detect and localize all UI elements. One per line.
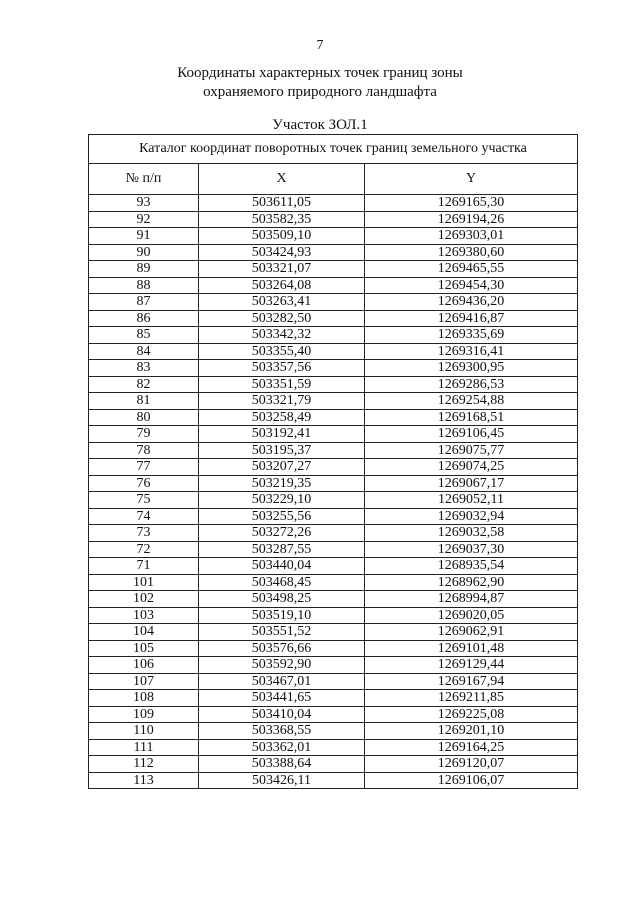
- point-number-cell: 72: [89, 541, 199, 558]
- y-coordinate-cell: 1268962,90: [365, 574, 578, 591]
- page-number: 7: [316, 38, 324, 53]
- point-number-cell: 111: [89, 739, 199, 756]
- point-number-cell: 79: [89, 426, 199, 443]
- table-row: [89, 343, 578, 360]
- x-coordinate-cell: 503342,32: [199, 327, 365, 344]
- table-row: [89, 673, 578, 690]
- y-coordinate-cell: 1269211,85: [365, 690, 578, 707]
- x-coordinate-cell: 503263,41: [199, 294, 365, 311]
- table-row: [89, 426, 578, 443]
- x-coordinate-cell: 503410,04: [199, 706, 365, 723]
- point-number-cell: 73: [89, 525, 199, 542]
- y-coordinate-cell: 1269316,41: [365, 343, 578, 360]
- x-coordinate-cell: 503207,27: [199, 459, 365, 476]
- table-row: [89, 657, 578, 674]
- y-coordinate-cell: 1269106,07: [365, 772, 578, 789]
- x-coordinate-cell: 503321,79: [199, 393, 365, 410]
- x-coordinate-cell: 503272,26: [199, 525, 365, 542]
- y-coordinate-cell: 1269106,45: [365, 426, 578, 443]
- x-coordinate-cell: 503467,01: [199, 673, 365, 690]
- y-coordinate-cell: 1269129,44: [365, 657, 578, 674]
- table-row: [89, 607, 578, 624]
- table-body: [89, 195, 578, 789]
- point-number-cell: 75: [89, 492, 199, 509]
- y-coordinate-cell: 1269168,51: [365, 409, 578, 426]
- table-row: [89, 475, 578, 492]
- y-coordinate-cell: 1269303,01: [365, 228, 578, 245]
- table-row: [89, 591, 578, 608]
- x-coordinate-cell: 503440,04: [199, 558, 365, 575]
- y-coordinate-cell: 1269167,94: [365, 673, 578, 690]
- x-coordinate-cell: 503351,59: [199, 376, 365, 393]
- table-row: [89, 211, 578, 228]
- point-number-cell: 86: [89, 310, 199, 327]
- table-row: [89, 195, 578, 212]
- y-coordinate-cell: 1269225,08: [365, 706, 578, 723]
- point-number-cell: 89: [89, 261, 199, 278]
- column-header-y: Y: [365, 164, 578, 195]
- table-row: [89, 228, 578, 245]
- column-header-x: X: [199, 164, 365, 195]
- point-number-cell: 78: [89, 442, 199, 459]
- x-coordinate-cell: 503229,10: [199, 492, 365, 509]
- section-title: Участок ЗОЛ.1: [272, 117, 368, 133]
- x-coordinate-cell: 503388,64: [199, 756, 365, 773]
- table-row: [89, 756, 578, 773]
- point-number-cell: 103: [89, 607, 199, 624]
- point-number-cell: 93: [89, 195, 199, 212]
- point-number-cell: 102: [89, 591, 199, 608]
- point-number-cell: 88: [89, 277, 199, 294]
- table-row: [89, 393, 578, 410]
- table-header-row: [89, 164, 578, 195]
- y-coordinate-cell: 1269020,05: [365, 607, 578, 624]
- point-number-cell: 77: [89, 459, 199, 476]
- x-coordinate-cell: 503287,55: [199, 541, 365, 558]
- point-number-cell: 108: [89, 690, 199, 707]
- table-row: [89, 244, 578, 261]
- x-coordinate-cell: 503357,56: [199, 360, 365, 377]
- x-coordinate-cell: 503551,52: [199, 624, 365, 641]
- x-coordinate-cell: 503192,41: [199, 426, 365, 443]
- table-row: [89, 327, 578, 344]
- table-row: [89, 261, 578, 278]
- table-row: [89, 310, 578, 327]
- document-title: [0, 64, 640, 102]
- x-coordinate-cell: 503426,11: [199, 772, 365, 789]
- table-row: [89, 360, 578, 377]
- table-row: [89, 376, 578, 393]
- point-number-cell: 80: [89, 409, 199, 426]
- y-coordinate-cell: 1269075,77: [365, 442, 578, 459]
- x-coordinate-cell: 503368,55: [199, 723, 365, 740]
- y-coordinate-cell: 1269436,20: [365, 294, 578, 311]
- point-number-cell: 110: [89, 723, 199, 740]
- point-number-cell: 107: [89, 673, 199, 690]
- x-coordinate-cell: 503264,08: [199, 277, 365, 294]
- y-coordinate-cell: 1269465,55: [365, 261, 578, 278]
- y-coordinate-cell: 1269037,30: [365, 541, 578, 558]
- y-coordinate-cell: 1268935,54: [365, 558, 578, 575]
- x-coordinate-cell: 503424,93: [199, 244, 365, 261]
- x-coordinate-cell: 503498,25: [199, 591, 365, 608]
- x-coordinate-cell: 503362,01: [199, 739, 365, 756]
- x-coordinate-cell: 503441,65: [199, 690, 365, 707]
- table-row: [89, 409, 578, 426]
- point-number-cell: 101: [89, 574, 199, 591]
- y-coordinate-cell: 1269120,07: [365, 756, 578, 773]
- point-number-cell: 83: [89, 360, 199, 377]
- x-coordinate-cell: 503576,66: [199, 640, 365, 657]
- y-coordinate-cell: 1269416,87: [365, 310, 578, 327]
- point-number-cell: 106: [89, 657, 199, 674]
- x-coordinate-cell: 503519,10: [199, 607, 365, 624]
- table-row: [89, 574, 578, 591]
- point-number-cell: 113: [89, 772, 199, 789]
- point-number-cell: 91: [89, 228, 199, 245]
- title-line-1: Координаты характерных точек границ зоны: [177, 65, 463, 81]
- point-number-cell: 71: [89, 558, 199, 575]
- y-coordinate-cell: 1269194,26: [365, 211, 578, 228]
- table-row: [89, 706, 578, 723]
- table-row: [89, 690, 578, 707]
- column-header-number: № п/п: [89, 164, 199, 195]
- table-row: [89, 558, 578, 575]
- point-number-cell: 74: [89, 508, 199, 525]
- y-coordinate-cell: 1269074,25: [365, 459, 578, 476]
- table-row: [89, 772, 578, 789]
- x-coordinate-cell: 503195,37: [199, 442, 365, 459]
- point-number-cell: 90: [89, 244, 199, 261]
- table-caption-row: [89, 135, 578, 164]
- x-coordinate-cell: 503355,40: [199, 343, 365, 360]
- x-coordinate-cell: 503509,10: [199, 228, 365, 245]
- y-coordinate-cell: 1269165,30: [365, 195, 578, 212]
- point-number-cell: 82: [89, 376, 199, 393]
- y-coordinate-cell: 1269335,69: [365, 327, 578, 344]
- coordinates-table: [88, 134, 578, 789]
- x-coordinate-cell: 503582,35: [199, 211, 365, 228]
- table-row: [89, 277, 578, 294]
- table-row: [89, 525, 578, 542]
- x-coordinate-cell: 503468,45: [199, 574, 365, 591]
- point-number-cell: 105: [89, 640, 199, 657]
- y-coordinate-cell: 1269300,95: [365, 360, 578, 377]
- x-coordinate-cell: 503611,05: [199, 195, 365, 212]
- y-coordinate-cell: 1268994,87: [365, 591, 578, 608]
- point-number-cell: 109: [89, 706, 199, 723]
- table-row: [89, 492, 578, 509]
- table-row: [89, 459, 578, 476]
- point-number-cell: 84: [89, 343, 199, 360]
- y-coordinate-cell: 1269067,17: [365, 475, 578, 492]
- table-row: [89, 739, 578, 756]
- y-coordinate-cell: 1269164,25: [365, 739, 578, 756]
- x-coordinate-cell: 503282,50: [199, 310, 365, 327]
- table-row: [89, 442, 578, 459]
- y-coordinate-cell: 1269032,94: [365, 508, 578, 525]
- x-coordinate-cell: 503219,35: [199, 475, 365, 492]
- y-coordinate-cell: 1269201,10: [365, 723, 578, 740]
- y-coordinate-cell: 1269062,91: [365, 624, 578, 641]
- y-coordinate-cell: 1269380,60: [365, 244, 578, 261]
- point-number-cell: 76: [89, 475, 199, 492]
- y-coordinate-cell: 1269254,88: [365, 393, 578, 410]
- x-coordinate-cell: 503258,49: [199, 409, 365, 426]
- point-number-cell: 104: [89, 624, 199, 641]
- table-row: [89, 624, 578, 641]
- table-row: [89, 723, 578, 740]
- table-row: [89, 294, 578, 311]
- point-number-cell: 85: [89, 327, 199, 344]
- title-line-2: охраняемого природного ландшафта: [203, 84, 437, 100]
- point-number-cell: 81: [89, 393, 199, 410]
- y-coordinate-cell: 1269032,58: [365, 525, 578, 542]
- x-coordinate-cell: 503255,56: [199, 508, 365, 525]
- table-row: [89, 508, 578, 525]
- y-coordinate-cell: 1269052,11: [365, 492, 578, 509]
- point-number-cell: 112: [89, 756, 199, 773]
- table-row: [89, 541, 578, 558]
- point-number-cell: 92: [89, 211, 199, 228]
- y-coordinate-cell: 1269454,30: [365, 277, 578, 294]
- x-coordinate-cell: 503321,07: [199, 261, 365, 278]
- y-coordinate-cell: 1269101,48: [365, 640, 578, 657]
- x-coordinate-cell: 503592,90: [199, 657, 365, 674]
- table-caption: Каталог координат поворотных точек границ земельного участка: [89, 135, 578, 164]
- table-row: [89, 640, 578, 657]
- point-number-cell: 87: [89, 294, 199, 311]
- y-coordinate-cell: 1269286,53: [365, 376, 578, 393]
